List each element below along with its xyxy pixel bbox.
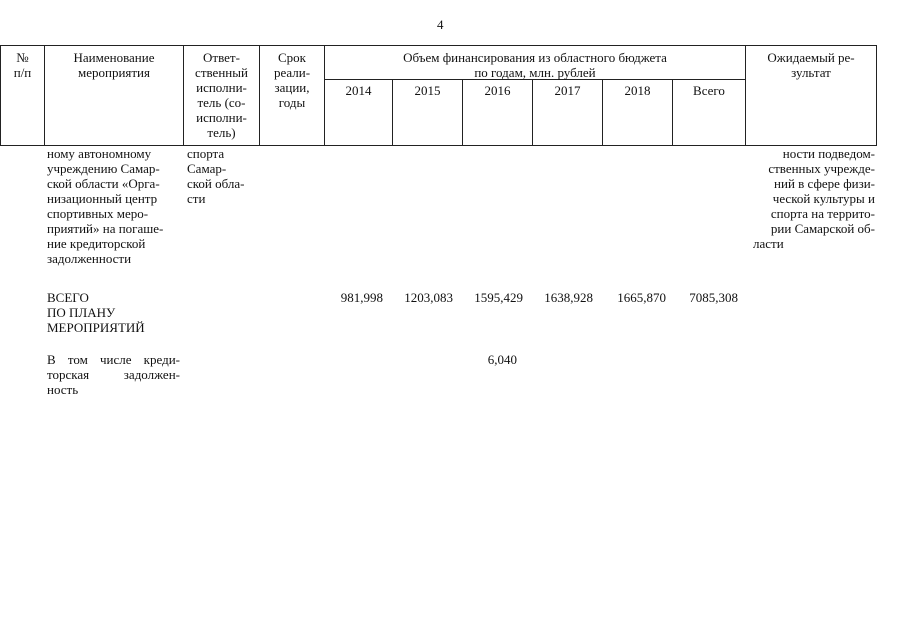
header-number: № п/п bbox=[13, 50, 32, 80]
row1-name: ному автономному учреждению Самар- ской области «Орга- низационный центр спортивных меро- приятий» на погаше- ние кредиторской задолженности bbox=[47, 146, 164, 266]
total-2018: 1665,870 bbox=[617, 290, 666, 305]
total-2015: 1203,083 bbox=[404, 290, 453, 305]
debt-2016: 6,040 bbox=[487, 352, 517, 367]
header-executor: Ответ- ственный исполни- тель (со- исполни- тель) bbox=[195, 50, 248, 140]
total-sum: 7085,308 bbox=[689, 290, 738, 305]
row1-executor: спорта Самар- ской обла- сти bbox=[187, 146, 245, 206]
header-total: Всего bbox=[693, 83, 725, 98]
total-label: ВСЕГО ПО ПЛАНУ МЕРОПРИЯТИЙ bbox=[47, 290, 145, 335]
page-number: 4 bbox=[437, 17, 444, 32]
header-funding: Объем финансирования из областного бюджета по годам, млн. рублей bbox=[403, 50, 667, 80]
table-right-border bbox=[876, 45, 877, 146]
header-year-2016: 2016 bbox=[484, 83, 511, 98]
header-year-2014: 2014 bbox=[345, 83, 372, 98]
total-2016: 1595,429 bbox=[474, 290, 523, 305]
header-name: Наименование мероприятия bbox=[73, 50, 155, 80]
debt-label: В том числе креди- торская задолжен- ность bbox=[47, 352, 180, 397]
header-term: Срок реали- зации, годы bbox=[273, 50, 311, 110]
header-year-2018: 2018 bbox=[624, 83, 651, 98]
header-year-2015: 2015 bbox=[414, 83, 441, 98]
row1-result: ности подведом- ственных учрежде- ний в сфере физи- ческой культуры и спорта на террито- рии Самарской об- ласти bbox=[753, 146, 875, 251]
total-2014: 981,998 bbox=[340, 290, 383, 305]
header-year-2017: 2017 bbox=[554, 83, 581, 98]
total-2017: 1638,928 bbox=[544, 290, 593, 305]
header-result: Ожидаемый ре- зультат bbox=[767, 50, 855, 80]
